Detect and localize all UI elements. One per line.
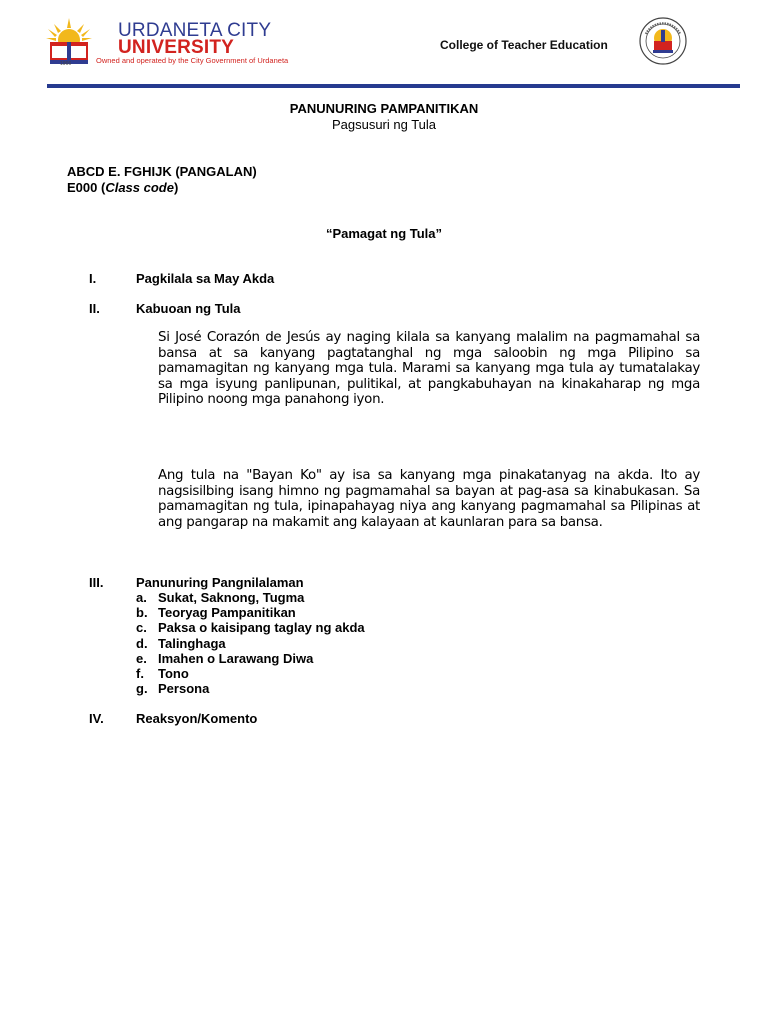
university-name-line2: UNIVERSITY: [118, 37, 235, 58]
summary-paragraph-1: Si José Corazón de Jesús ay naging kilala sa kanyang malalim na pagmamahal sa bansa at sa kanyang pagtatanghal ng mga saloobin ng mga Pilipino sa pamamagitan ng kanyang mga tula. Marami sa kanyang mga tula ay tumatalakay sa mga isyung panlipunan, pulitikal, at pangkabuhayan na kinakaharap ng mga Pilipino noong mga panahong iyon.: [158, 330, 700, 408]
list-item-letter: b.: [136, 605, 148, 621]
list-item-text: Imahen o Larawang Diwa: [158, 650, 314, 666]
college-name: College of Teacher Education: [440, 38, 608, 52]
summary-paragraph-2: Ang tula na "Bayan Ko" ay isa sa kanyang mga pinakatanyag na akda. Ito ay nagsisilbing isang himno ng pagmamahal sa bayan at pag-asa sa kinabukasan. Sa pamamagitan ng tula, ipinapahayag niya ang kanyang pagmamahal sa Pilipinas at ang pangarap na makamit ang kalayaan at kaunlaran para sa bansa.: [158, 468, 700, 530]
class-code-italic: Class code: [105, 180, 174, 195]
class-code-suffix: ): [173, 180, 179, 195]
list-item-text: Sukat, Saknong, Tugma: [158, 590, 305, 605]
letterhead: [0, 0, 768, 92]
section-number: II.: [89, 301, 100, 316]
list-item-letter: a.: [136, 590, 147, 605]
list-item-text: Tono: [158, 665, 189, 681]
list-item-letter: g.: [136, 681, 148, 697]
section-label: Kabuoan ng Tula: [136, 301, 241, 316]
list-item-text: Persona: [158, 681, 210, 697]
list-item-text: Talinghaga: [158, 635, 226, 651]
section-number: III.: [89, 575, 104, 590]
list-item-letter: d.: [136, 635, 148, 651]
list-item-letter: f.: [136, 665, 144, 681]
section-label: Reaksyon/Komento: [136, 711, 258, 726]
class-code-prefix: E000 (: [67, 180, 106, 195]
logo-year: 1966: [60, 61, 72, 67]
student-name: ABCD E. FGHIJK (PANGALAN): [67, 164, 257, 179]
list-item-letter: e.: [136, 650, 147, 666]
section-label: Pagkilala sa May Akda: [136, 271, 275, 286]
list-item-text: Paksa o kaisipang taglay ng akda: [158, 620, 365, 636]
list-item-text: Teoryag Pampanitikan: [158, 605, 296, 621]
university-seal-icon: [632, 16, 694, 66]
university-tagline: Owned and operated by the City Government of Urdaneta: [96, 56, 289, 65]
header-rule: [47, 84, 740, 88]
university-name-line1: URDANETA CITY: [118, 20, 272, 41]
section-number: I.: [89, 271, 97, 286]
list-item-letter: c.: [136, 620, 147, 636]
document-title: PANUNURING PAMPANITIKAN: [289, 101, 479, 116]
document-subtitle: Pagsusuri ng Tula: [331, 117, 437, 132]
section-number: IV.: [89, 711, 104, 726]
class-code: [67, 180, 178, 195]
poem-title: “Pamagat ng Tula”: [325, 226, 443, 241]
section-label: Panunuring Pangnilalaman: [136, 575, 304, 590]
